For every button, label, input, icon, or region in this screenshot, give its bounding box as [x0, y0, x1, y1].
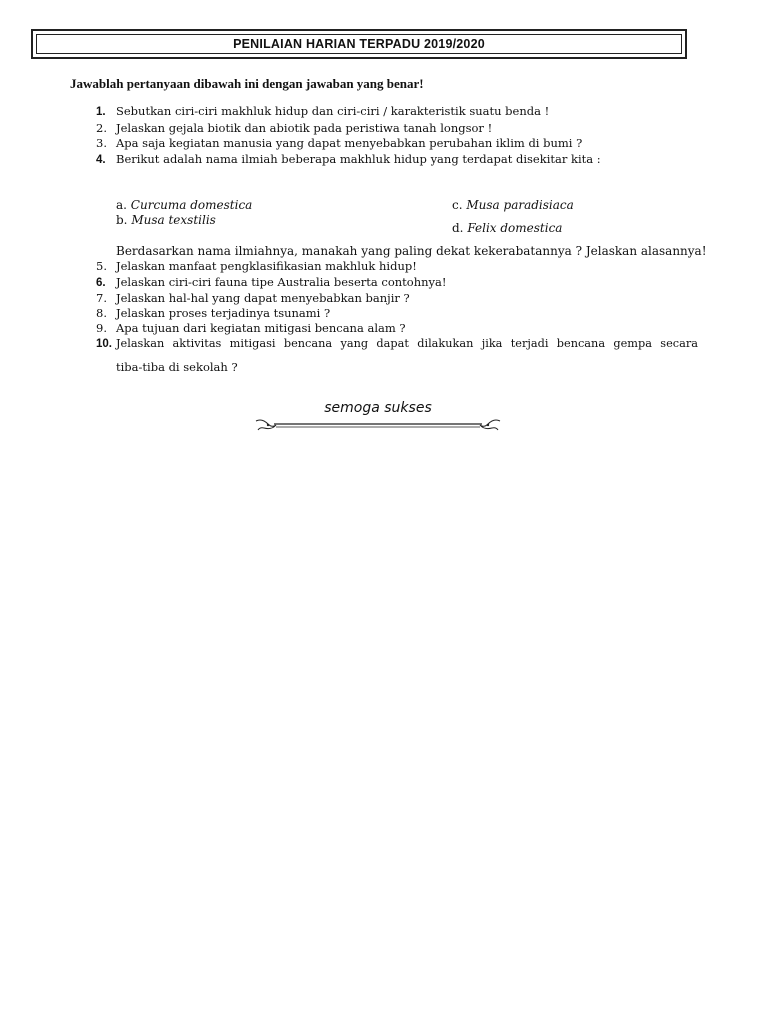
instruction: Jawablah pertanyaan dibawah ini dengan jawaban yang benar! — [70, 76, 424, 91]
question-4-followup: Berdasarkan nama ilmiahnya, manakah yang paling dekat kekerabatannya ? Jelaskan alasannya! — [116, 244, 707, 258]
option-d — [452, 221, 562, 235]
question-6 — [96, 275, 447, 290]
ornament-divider — [254, 416, 502, 434]
question-text: Jelaskan proses terjadinya tsunami ? — [116, 306, 331, 320]
question-4 — [96, 152, 601, 167]
question-number: 8. — [96, 306, 107, 320]
page-title: PENILAIAN HARIAN TERPADU 2019/2020 — [233, 37, 485, 51]
question-number: 5. — [96, 259, 107, 273]
question-text: Sebutkan ciri-ciri makhluk hidup dan ciri-ciri / karakteristik suatu benda ! — [116, 104, 550, 118]
question-2 — [96, 121, 492, 135]
option-letter: d. — [452, 221, 464, 235]
header-box — [31, 29, 687, 59]
option-a — [116, 198, 252, 212]
question-number: 9. — [96, 321, 107, 335]
question-text: Jelaskan manfaat pengklasifikasian makhluk hidup! — [116, 259, 417, 273]
question-number: 7. — [96, 291, 107, 305]
option-letter: c. — [452, 198, 463, 212]
question-10-continuation: tiba-tiba di sekolah ? — [116, 360, 238, 374]
question-3 — [96, 136, 582, 150]
option-letter: b. — [116, 213, 128, 227]
question-text: Jelaskan hal-hal yang dapat menyebabkan banjir ? — [116, 291, 410, 305]
question-number: 2. — [96, 121, 107, 135]
question-number: 3. — [96, 136, 107, 150]
question-text: Jelaskan aktivitas mitigasi bencana yang dapat dilakukan jika terjadi bencana gempa secara — [116, 337, 698, 350]
question-number: 10. — [96, 338, 112, 350]
option-letter: a. — [116, 198, 127, 212]
question-text: Jelaskan ciri-ciri fauna tipe Australia beserta contohnya! — [116, 275, 447, 289]
question-10 — [96, 337, 698, 351]
question-7 — [96, 291, 410, 305]
option-name: Musa paradisiaca — [466, 198, 574, 212]
option-name: Felix domestica — [467, 221, 563, 235]
question-1 — [96, 104, 549, 119]
question-9 — [96, 321, 406, 335]
question-number: 1. — [96, 106, 106, 118]
question-8 — [96, 306, 330, 320]
option-c — [452, 198, 574, 212]
option-name: Curcuma domestica — [130, 198, 253, 212]
option-b — [116, 213, 216, 227]
closing-text: semoga sukses — [324, 400, 432, 416]
option-name: Musa texstilis — [131, 213, 216, 227]
question-text: Apa tujuan dari kegiatan mitigasi bencana alam ? — [116, 321, 406, 335]
closing-banner — [254, 400, 502, 434]
question-text: Jelaskan gejala biotik dan abiotik pada peristiwa tanah longsor ! — [116, 121, 493, 135]
question-text: Berikut adalah nama ilmiah beberapa makhluk hidup yang terdapat disekitar kita : — [116, 152, 601, 166]
question-text: Apa saja kegiatan manusia yang dapat menyebabkan perubahan iklim di bumi ? — [116, 136, 583, 150]
question-number: 6. — [96, 277, 106, 289]
question-5 — [96, 259, 417, 273]
question-number: 4. — [96, 154, 106, 166]
